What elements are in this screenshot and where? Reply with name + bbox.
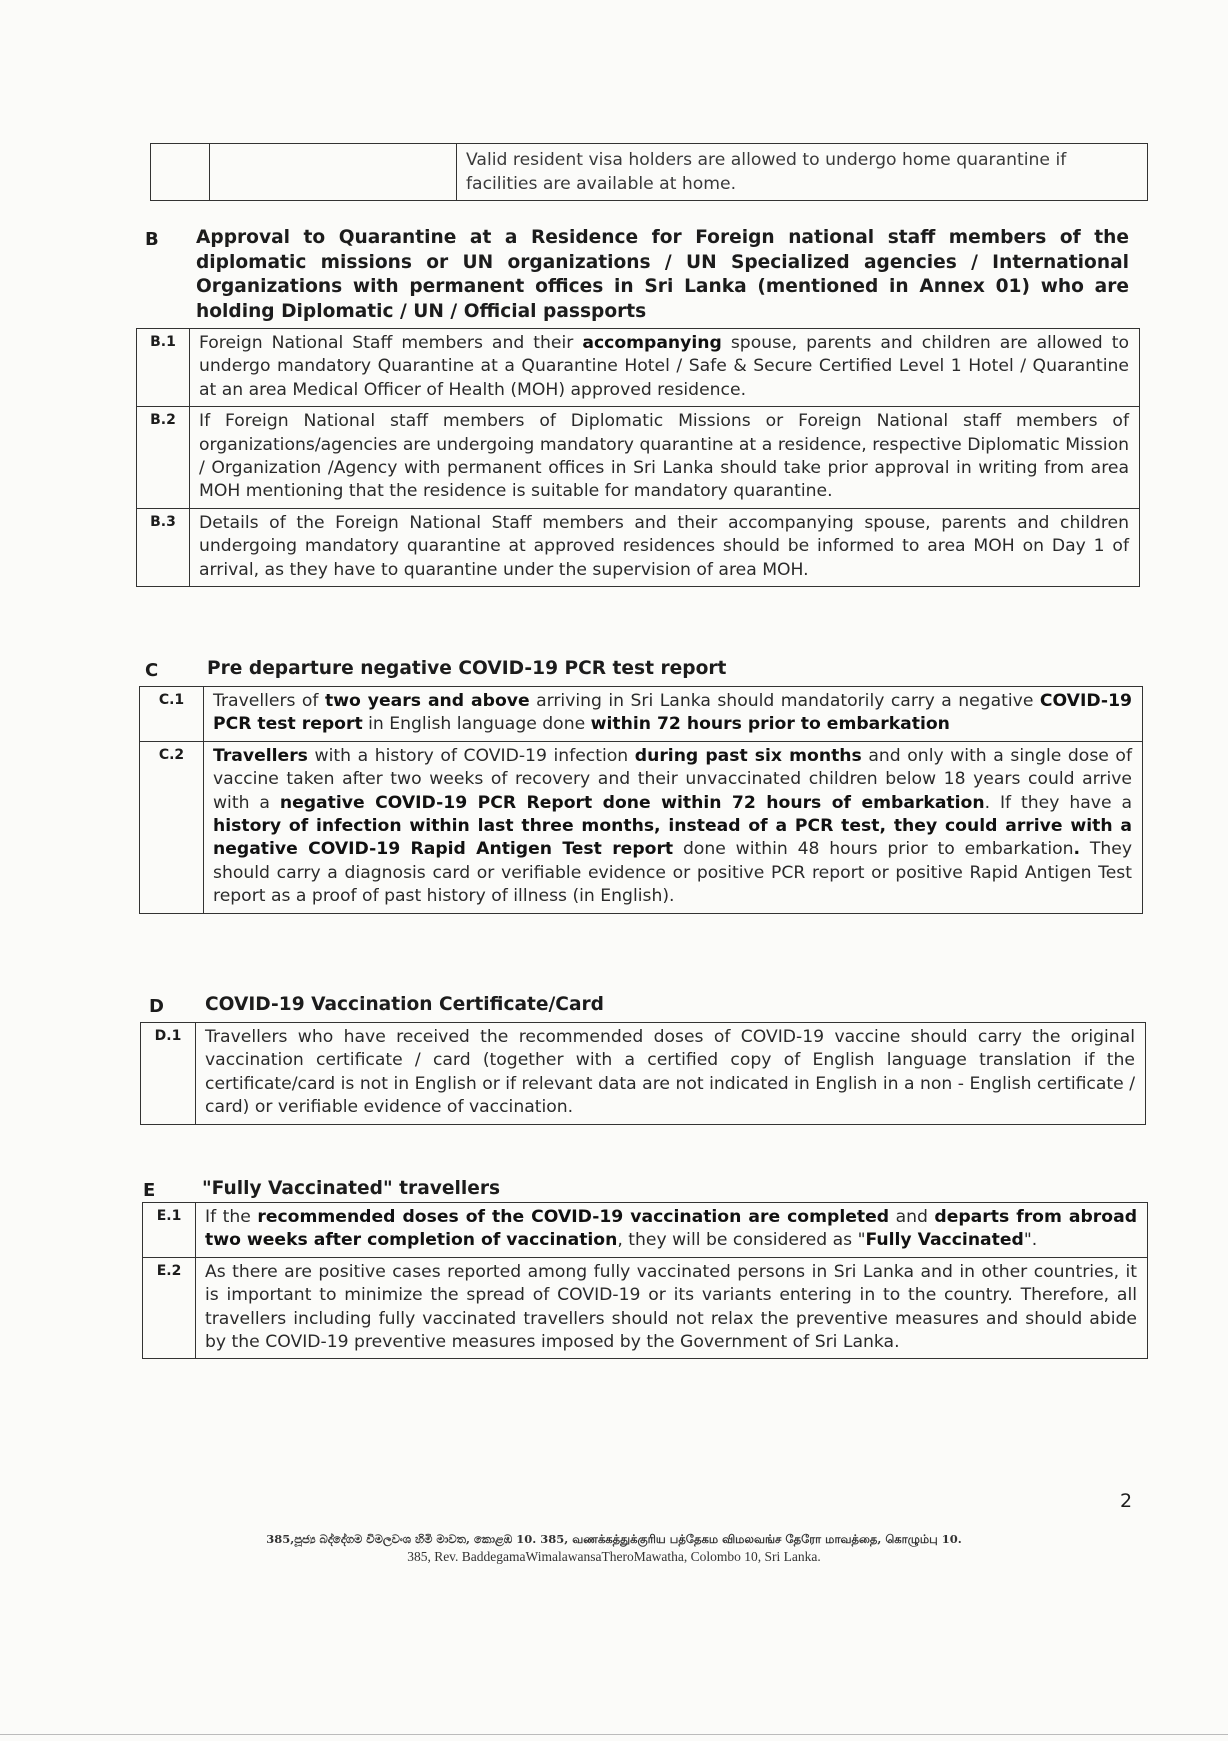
section-e-letter: E — [143, 1180, 156, 1201]
row-text: Foreign National Staff members and their accompanying spouse, parents and children are allowed to undergo mandatory Quarantine at a Quarantine Hotel / Safe & Secure Certified Level 1 Hotel / Quarantine at an area Medical Officer of Health (MOH) approved residence. — [190, 329, 1140, 407]
row-label: E.1 — [143, 1203, 196, 1258]
section-b-letter: B — [145, 229, 159, 250]
row-label: B.1 — [137, 329, 190, 407]
row-label: B.3 — [137, 508, 190, 586]
section-b-title: Approval to Quarantine at a Residence for Foreign national staff members of the diplomatic missions or UN organizations / UN Specialized agencies / International Organizations with permanent offices in Sri Lanka (mentioned in Annex 01) who are holding Diplomatic / UN / Official passports — [196, 227, 1129, 322]
resident-visa-text: Valid resident visa holders are allowed to undergo home quarantine if facilities are available at home. — [466, 150, 1067, 194]
table-row — [140, 741, 1143, 913]
row-text: Travellers who have received the recommended doses of COVID-19 vaccine should carry the original vaccination certificate / card (together with a certified copy of English language translation if the certificate/card is not in English or if relevant data are not indicated in English in a non - English certificate / card) or verifiable evidence of vaccination. — [196, 1023, 1146, 1125]
row-label: C.2 — [140, 741, 204, 913]
row-text: As there are positive cases reported among fully vaccinated persons in Sri Lanka and in other countries, it is important to minimize the spread of COVID-19 or its variants entering in to the country. Therefore, all travellers including fully vaccinated travellers should not relax the preventive measures and should abide by the COVID-19 preventive measures imposed by the Government of Sri Lanka. — [196, 1257, 1148, 1359]
table-row — [137, 407, 1140, 509]
row-label: C.1 — [140, 687, 204, 742]
footer-address-english: 385, Rev. BaddegamaWimalawansaTheroMawatha, Colombo 10, Sri Lanka. — [407, 1549, 821, 1564]
table-row — [141, 1023, 1146, 1125]
section-d-table — [140, 1022, 1146, 1125]
table-row — [143, 1257, 1148, 1359]
section-c-table — [139, 686, 1143, 914]
row-text: Details of the Foreign National Staff members and their accompanying spouse, parents and children undergoing mandatory quarantine at approved residences should be informed to area MOH on Day 1 of arrival, as they have to quarantine under the supervision of area MOH. — [190, 508, 1140, 586]
row-text: If the recommended doses of the COVID-19 vaccination are completed and departs from abroad two weeks after completion of vaccination, they will be considered as "Fully Vaccinated". — [196, 1203, 1148, 1258]
section-b-table — [136, 328, 1140, 587]
bottom-rule — [0, 1734, 1228, 1735]
table-row — [140, 687, 1143, 742]
table-row — [137, 508, 1140, 586]
section-d-letter: D — [149, 996, 164, 1017]
row-text: Travellers of two years and above arriving in Sri Lanka should mandatorily carry a negative COVID-19 PCR test report in English language done within 72 hours prior to embarkation — [204, 687, 1143, 742]
empty-cell — [151, 144, 210, 200]
section-e-title: "Fully Vaccinated" travellers — [202, 1178, 501, 1199]
section-e-table — [142, 1202, 1148, 1359]
row-label: E.2 — [143, 1257, 196, 1359]
table-row — [143, 1203, 1148, 1258]
row-label: B.2 — [137, 407, 190, 509]
table-row — [137, 329, 1140, 407]
section-d-title: COVID-19 Vaccination Certificate/Card — [205, 994, 604, 1015]
row-text: Travellers with a history of COVID-19 infection during past six months and only with a single dose of vaccine taken after two weeks of recovery and their unvaccinated children below 18 years could arrive with a negative COVID-19 PCR Report done within 72 hours of embarkation. If they have a history of infection within last three months, instead of a PCR test, they could arrive with a negative COVID-19 Rapid Antigen Test report done within 48 hours prior to embarkation. They should carry a diagnosis card or verifiable evidence or positive PCR report or positive Rapid Antigen Test report as a proof of past history of illness (in English). — [204, 741, 1143, 913]
empty-cell — [210, 144, 457, 200]
footer-address-local: 385,පූජ්‍ය බද්දේගම විමලවංශ හිමි මාවත, කොළඹ 10. 385, வணக்கத்துக்குரிய பத்தேகம விமலவங்ச தேரோ மாவத்தை, கொழும்பு 10. — [266, 1532, 962, 1546]
section-c-title: Pre departure negative COVID-19 PCR test report — [207, 658, 727, 679]
section-c-letter: C — [145, 660, 159, 681]
page-number: 2 — [1120, 1490, 1133, 1512]
row-text: If Foreign National staff members of Diplomatic Missions or Foreign National staff members of organizations/agencies are undergoing mandatory quarantine at a residence, respective Diplomatic Mission / Organization /Agency with permanent offices in Sri Lanka should take prior approval in writing from area MOH mentioning that the residence is suitable for mandatory quarantine. — [190, 407, 1140, 509]
top-continuation-row — [150, 143, 1148, 201]
row-label: D.1 — [141, 1023, 196, 1125]
